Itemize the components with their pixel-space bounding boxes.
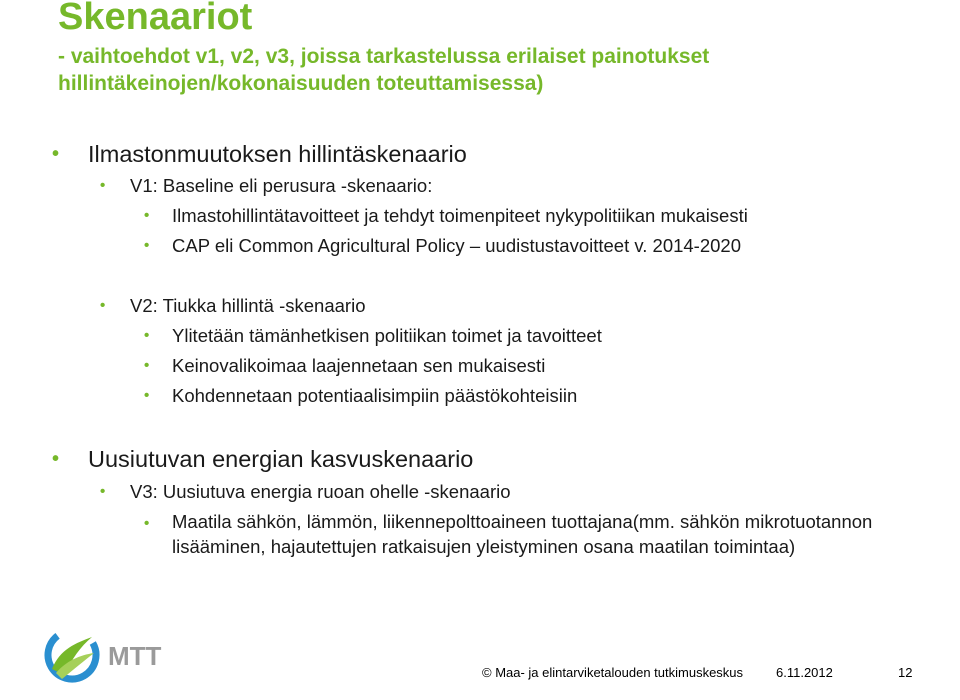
mtt-logo bbox=[42, 625, 192, 692]
bullet-icon: • bbox=[144, 357, 150, 374]
bullet-text: V1: Baseline eli perusura -skenaario: bbox=[130, 175, 433, 196]
bullet-icon: • bbox=[52, 448, 60, 470]
bullet-item bbox=[144, 235, 742, 257]
bullet-text: Keinovalikoimaa laajennetaan sen mukaisesti bbox=[172, 355, 546, 376]
bullet-icon: • bbox=[144, 207, 150, 224]
bullet-icon: • bbox=[144, 515, 150, 532]
bullet-text: Ilmastonmuutoksen hillintäskenaario bbox=[88, 141, 467, 167]
bullet-item bbox=[52, 446, 474, 473]
slide-subtitle bbox=[58, 44, 709, 97]
bullet-item bbox=[144, 510, 892, 559]
bullet-text: Kohdennetaan potentiaalisimpiin päästökohteisiin bbox=[172, 385, 578, 406]
bullet-item bbox=[144, 205, 748, 227]
bullet-item bbox=[144, 325, 602, 347]
bullet-item bbox=[144, 385, 578, 407]
bullet-icon: • bbox=[100, 483, 106, 500]
logo-text: MTT bbox=[108, 641, 162, 671]
bullet-text: Maatila sähkön, lämmön, liikennepolttoaineen tuottajana(mm. sähkön mikrotuotannon lisääminen, hajautettujen ratkaisujen yleistyminen osana maatilan toimintaa) bbox=[172, 511, 873, 557]
bullet-item bbox=[100, 175, 433, 197]
bullet-icon: • bbox=[52, 143, 60, 165]
bullet-item bbox=[100, 481, 511, 503]
bullet-text: Uusiutuvan energian kasvuskenaario bbox=[88, 446, 474, 472]
bullet-icon: • bbox=[144, 387, 150, 404]
footer-page-number: 12 bbox=[898, 665, 913, 680]
bullet-icon: • bbox=[144, 327, 150, 344]
bullet-item bbox=[100, 295, 366, 317]
bullet-text: CAP eli Common Agricultural Policy – uudistustavoitteet v. 2014-2020 bbox=[172, 235, 742, 256]
subtitle-line-2: hillintäkeinojen/kokonaisuuden toteuttamisessa) bbox=[58, 71, 544, 95]
bullet-text: V2: Tiukka hillintä -skenaario bbox=[130, 295, 366, 316]
footer-organization: © Maa- ja elintarviketalouden tutkimuskeskus bbox=[482, 665, 744, 680]
footer-date: 6.11.2012 bbox=[776, 665, 833, 680]
bullet-item bbox=[144, 355, 546, 377]
subtitle-line-1: - vaihtoehdot v1, v2, v3, joissa tarkastelussa erilaiset painotukset bbox=[58, 45, 710, 68]
bullet-icon: • bbox=[100, 297, 106, 314]
bullet-icon: • bbox=[144, 237, 150, 254]
bullet-item bbox=[52, 141, 467, 168]
bullet-text: Ylitetään tämänhetkisen politiikan toimet ja tavoitteet bbox=[172, 325, 602, 346]
bullet-text: V3: Uusiutuva energia ruoan ohelle -skenaario bbox=[130, 481, 511, 502]
mtt-swirl-logo-icon bbox=[42, 625, 192, 687]
bullet-text: Ilmastohillintätavoitteet ja tehdyt toimenpiteet nykypolitiikan mukaisesti bbox=[172, 205, 748, 226]
slide-title: Skenaariot bbox=[58, 0, 253, 38]
bullet-icon: • bbox=[100, 177, 106, 194]
